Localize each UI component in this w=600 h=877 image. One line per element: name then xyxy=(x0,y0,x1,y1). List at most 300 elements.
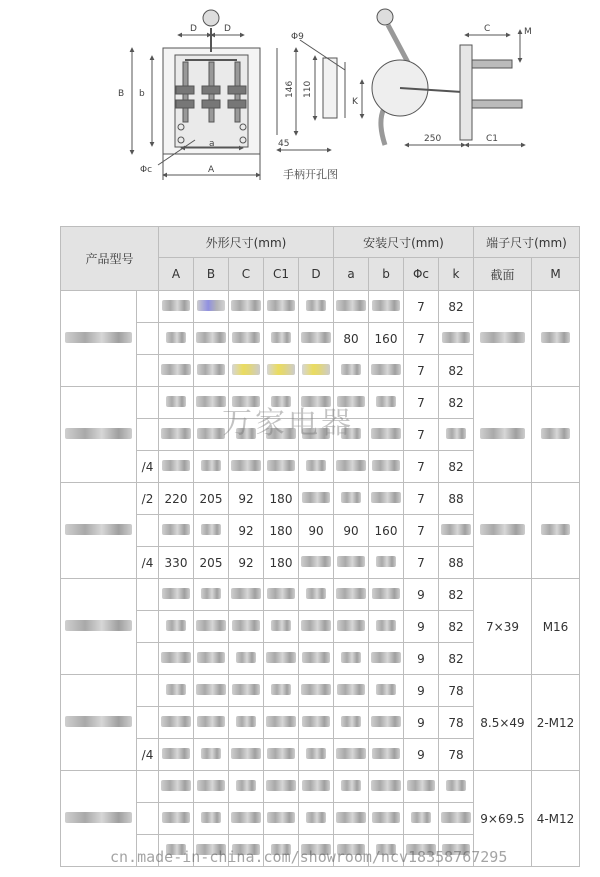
dim-D-right: D xyxy=(224,24,231,34)
value-cell: 9 xyxy=(404,739,439,771)
value-cell xyxy=(334,387,369,419)
model-suffix-cell xyxy=(137,803,159,835)
value-cell xyxy=(264,643,299,675)
redacted-value xyxy=(266,780,297,791)
value-cell xyxy=(439,323,474,355)
front-view xyxy=(132,10,260,180)
dim-M: M xyxy=(524,27,532,37)
redacted-value xyxy=(372,812,399,823)
value-cell xyxy=(369,739,404,771)
redacted-model-name xyxy=(65,332,133,343)
redacted-model-name xyxy=(65,524,133,535)
redacted-value xyxy=(341,428,361,439)
model-suffix-cell xyxy=(137,707,159,739)
redacted-value xyxy=(337,396,364,407)
redacted-value xyxy=(271,620,291,631)
value-cell xyxy=(369,387,404,419)
value-cell: 7 xyxy=(404,419,439,451)
value-cell xyxy=(299,739,334,771)
model-suffix-cell xyxy=(137,835,159,867)
redacted-value xyxy=(302,364,329,375)
spec-table xyxy=(60,226,580,867)
redacted-value xyxy=(480,524,526,535)
value-cell: 88 xyxy=(439,483,474,515)
col-a: a xyxy=(334,258,369,291)
value-cell xyxy=(439,419,474,451)
redacted-value xyxy=(372,588,399,599)
redacted-value xyxy=(302,428,329,439)
redacted-value xyxy=(372,460,399,471)
value-cell: 82 xyxy=(439,387,474,419)
value-cell: 9 xyxy=(404,579,439,611)
value-cell xyxy=(334,355,369,387)
value-cell xyxy=(229,387,264,419)
value-cell xyxy=(334,547,369,579)
redacted-value xyxy=(197,300,224,311)
value-cell xyxy=(299,355,334,387)
value-cell xyxy=(229,643,264,675)
value-cell xyxy=(299,323,334,355)
redacted-value xyxy=(232,364,259,375)
dim-A: A xyxy=(208,165,215,175)
value-cell: 7 xyxy=(404,323,439,355)
redacted-value xyxy=(166,332,186,343)
value-cell xyxy=(299,291,334,323)
value-cell xyxy=(194,515,229,547)
redacted-value xyxy=(201,748,221,759)
model-suffix-cell: /2 xyxy=(137,483,159,515)
redacted-value xyxy=(336,812,367,823)
redacted-value xyxy=(197,364,224,375)
value-cell xyxy=(334,483,369,515)
redacted-value xyxy=(267,812,294,823)
value-cell xyxy=(299,579,334,611)
redacted-value xyxy=(201,460,221,471)
terminal-section-cell xyxy=(474,483,532,579)
redacted-value xyxy=(372,300,399,311)
value-cell xyxy=(159,419,194,451)
value-cell xyxy=(334,739,369,771)
redacted-value xyxy=(271,396,291,407)
redacted-value xyxy=(371,716,402,727)
value-cell xyxy=(229,355,264,387)
value-cell xyxy=(299,547,334,579)
redacted-value xyxy=(411,812,431,823)
value-cell xyxy=(194,771,229,803)
col-B: B xyxy=(194,258,229,291)
value-cell xyxy=(194,419,229,451)
redacted-value xyxy=(196,620,227,631)
redacted-value xyxy=(376,556,396,567)
value-cell xyxy=(299,707,334,739)
value-cell xyxy=(194,579,229,611)
value-cell xyxy=(299,643,334,675)
value-cell xyxy=(404,771,439,803)
redacted-value xyxy=(161,716,192,727)
value-cell xyxy=(194,291,229,323)
redacted-value xyxy=(336,460,367,471)
redacted-value xyxy=(197,652,224,663)
value-cell xyxy=(369,483,404,515)
redacted-value xyxy=(302,492,329,503)
value-cell xyxy=(439,771,474,803)
redacted-value xyxy=(376,844,396,855)
value-cell xyxy=(194,387,229,419)
redacted-value xyxy=(201,588,221,599)
redacted-value xyxy=(406,844,437,855)
value-cell xyxy=(334,419,369,451)
dim-phic: Φc xyxy=(140,165,153,175)
dim-b: b xyxy=(139,89,145,99)
value-cell xyxy=(264,419,299,451)
value-cell xyxy=(194,739,229,771)
model-suffix-cell xyxy=(137,771,159,803)
value-cell xyxy=(264,771,299,803)
dim-K: K xyxy=(352,97,358,107)
redacted-value xyxy=(371,652,402,663)
value-cell xyxy=(299,451,334,483)
value-cell: 7 xyxy=(404,547,439,579)
redacted-value xyxy=(166,396,186,407)
redacted-value xyxy=(372,748,399,759)
value-cell: 7 xyxy=(404,387,439,419)
redacted-value xyxy=(336,588,367,599)
value-cell: 9 xyxy=(404,643,439,675)
redacted-value xyxy=(302,780,329,791)
redacted-value xyxy=(302,716,329,727)
value-cell xyxy=(369,451,404,483)
model-suffix-cell xyxy=(137,643,159,675)
redacted-value xyxy=(301,684,332,695)
value-cell xyxy=(194,355,229,387)
value-cell xyxy=(334,803,369,835)
dim-B: B xyxy=(118,89,125,99)
redacted-value xyxy=(306,748,326,759)
value-cell xyxy=(229,771,264,803)
redacted-value xyxy=(166,620,186,631)
terminal-m-cell: 2-M12 xyxy=(532,675,580,771)
value-cell xyxy=(264,739,299,771)
value-cell xyxy=(229,707,264,739)
redacted-value xyxy=(371,364,402,375)
header-install-dims: 安装尺寸(mm) xyxy=(334,227,474,258)
watermark-text: 万家电器 xyxy=(222,406,354,441)
redacted-value xyxy=(341,780,361,791)
redacted-value xyxy=(162,748,189,759)
value-cell xyxy=(194,707,229,739)
redacted-value xyxy=(236,716,256,727)
redacted-value xyxy=(341,364,361,375)
redacted-value xyxy=(337,556,364,567)
technical-drawing xyxy=(0,0,600,225)
redacted-value xyxy=(201,812,221,823)
value-cell xyxy=(229,611,264,643)
redacted-value xyxy=(336,300,367,311)
redacted-value xyxy=(162,524,189,535)
value-cell xyxy=(159,675,194,707)
value-cell xyxy=(264,835,299,867)
redacted-value xyxy=(371,780,402,791)
redacted-value xyxy=(201,524,221,535)
value-cell xyxy=(229,835,264,867)
value-cell xyxy=(369,675,404,707)
value-cell xyxy=(299,387,334,419)
value-cell xyxy=(194,611,229,643)
value-cell xyxy=(299,419,334,451)
col-M: M xyxy=(532,258,580,291)
dim-250: 250 xyxy=(424,134,442,144)
redacted-value xyxy=(306,300,326,311)
value-cell xyxy=(229,323,264,355)
redacted-model-name xyxy=(65,428,133,439)
value-cell xyxy=(159,739,194,771)
terminal-m-cell xyxy=(532,483,580,579)
value-cell xyxy=(264,579,299,611)
redacted-value xyxy=(301,332,332,343)
dim-phi9: Φ9 xyxy=(291,32,304,42)
redacted-value xyxy=(231,300,262,311)
value-cell: 180 xyxy=(264,515,299,547)
redacted-value xyxy=(306,588,326,599)
redacted-value xyxy=(371,492,402,503)
redacted-model-name xyxy=(65,716,133,727)
dim-D-left: D xyxy=(190,24,197,34)
value-cell: 78 xyxy=(439,675,474,707)
redacted-value xyxy=(376,684,396,695)
redacted-value xyxy=(302,652,329,663)
value-cell: 205 xyxy=(194,483,229,515)
redacted-value xyxy=(231,460,262,471)
value-cell: 7 xyxy=(404,515,439,547)
model-suffix-cell xyxy=(137,611,159,643)
col-phic: Φc xyxy=(404,258,439,291)
value-cell xyxy=(264,707,299,739)
value-cell xyxy=(334,707,369,739)
redacted-value xyxy=(301,620,332,631)
redacted-value xyxy=(231,588,262,599)
value-cell: 7 xyxy=(404,483,439,515)
redacted-value xyxy=(271,844,291,855)
redacted-value xyxy=(442,332,469,343)
value-cell xyxy=(334,291,369,323)
terminal-section-cell: 8.5×49 xyxy=(474,675,532,771)
value-cell xyxy=(299,771,334,803)
value-cell xyxy=(369,771,404,803)
redacted-value xyxy=(541,524,569,535)
value-cell xyxy=(159,323,194,355)
redacted-value xyxy=(197,780,224,791)
value-cell xyxy=(229,739,264,771)
value-cell xyxy=(229,675,264,707)
table-row xyxy=(61,483,580,515)
redacted-value xyxy=(232,620,259,631)
value-cell: 92 xyxy=(229,547,264,579)
terminal-section-cell xyxy=(474,387,532,483)
redacted-value xyxy=(446,780,466,791)
model-name-cell xyxy=(61,291,137,387)
redacted-value xyxy=(341,716,361,727)
value-cell: 78 xyxy=(439,707,474,739)
terminal-section-cell xyxy=(474,291,532,387)
value-cell xyxy=(194,323,229,355)
redacted-value xyxy=(196,332,227,343)
value-cell: 92 xyxy=(229,483,264,515)
value-cell xyxy=(369,643,404,675)
dim-110: 110 xyxy=(303,80,313,98)
value-cell xyxy=(369,547,404,579)
value-cell: 82 xyxy=(439,611,474,643)
model-suffix-cell xyxy=(137,387,159,419)
drawing-caption: 手柄开孔图 xyxy=(283,168,338,181)
value-cell: 90 xyxy=(334,515,369,547)
redacted-value xyxy=(271,332,291,343)
redacted-value xyxy=(306,812,326,823)
value-cell xyxy=(159,515,194,547)
model-suffix-cell xyxy=(137,355,159,387)
value-cell: 9 xyxy=(404,675,439,707)
value-cell xyxy=(299,803,334,835)
model-suffix-cell xyxy=(137,291,159,323)
redacted-value xyxy=(162,588,189,599)
model-name-cell xyxy=(61,483,137,579)
terminal-m-cell xyxy=(532,291,580,387)
value-cell xyxy=(404,803,439,835)
header-model: 产品型号 xyxy=(61,227,159,291)
dim-a: a xyxy=(209,139,215,149)
value-cell: 160 xyxy=(369,515,404,547)
value-cell: 9 xyxy=(404,611,439,643)
value-cell xyxy=(264,675,299,707)
value-cell: 180 xyxy=(264,483,299,515)
table-row xyxy=(61,771,580,803)
value-cell xyxy=(194,835,229,867)
redacted-value xyxy=(161,428,192,439)
value-cell xyxy=(334,835,369,867)
value-cell xyxy=(369,355,404,387)
model-suffix-cell xyxy=(137,515,159,547)
value-cell xyxy=(334,579,369,611)
redacted-value xyxy=(232,684,259,695)
value-cell: 9 xyxy=(404,707,439,739)
redacted-value xyxy=(236,428,256,439)
value-cell xyxy=(159,707,194,739)
redacted-value xyxy=(407,780,434,791)
redacted-value xyxy=(196,684,227,695)
value-cell: 90 xyxy=(299,515,334,547)
redacted-value xyxy=(341,652,361,663)
value-cell xyxy=(229,803,264,835)
value-cell xyxy=(159,611,194,643)
value-cell xyxy=(159,803,194,835)
redacted-value xyxy=(541,428,569,439)
redacted-value xyxy=(266,716,297,727)
value-cell xyxy=(159,291,194,323)
redacted-value xyxy=(341,492,361,503)
redacted-value xyxy=(197,428,224,439)
url-watermark: cn.made-in-china.com/showroom/ncv18358767295 xyxy=(110,848,508,866)
value-cell xyxy=(404,835,439,867)
value-cell: 88 xyxy=(439,547,474,579)
value-cell xyxy=(194,803,229,835)
redacted-value xyxy=(161,780,192,791)
redacted-value xyxy=(267,300,294,311)
value-cell xyxy=(334,675,369,707)
value-cell xyxy=(439,835,474,867)
model-suffix-cell xyxy=(137,579,159,611)
value-cell xyxy=(159,643,194,675)
model-suffix-cell: /4 xyxy=(137,739,159,771)
value-cell: 80 xyxy=(334,323,369,355)
redacted-value xyxy=(162,300,189,311)
redacted-value xyxy=(267,364,294,375)
table-row xyxy=(61,291,580,323)
redacted-value xyxy=(271,684,291,695)
redacted-value xyxy=(161,364,192,375)
redacted-value xyxy=(166,684,186,695)
model-suffix-cell: /4 xyxy=(137,451,159,483)
value-cell xyxy=(369,291,404,323)
value-cell: 78 xyxy=(439,739,474,771)
redacted-value xyxy=(301,844,332,855)
redacted-value xyxy=(446,428,466,439)
redacted-value xyxy=(197,716,224,727)
value-cell xyxy=(194,675,229,707)
redacted-value xyxy=(266,652,297,663)
dim-C1: C1 xyxy=(486,134,499,144)
redacted-model-name xyxy=(65,812,133,823)
terminal-section-cell: 9×69.5 xyxy=(474,771,532,867)
table-row xyxy=(61,579,580,611)
value-cell xyxy=(369,419,404,451)
terminal-m-cell: 4-M12 xyxy=(532,771,580,867)
col-k: k xyxy=(439,258,474,291)
value-cell xyxy=(334,611,369,643)
redacted-value xyxy=(196,844,227,855)
redacted-value xyxy=(267,588,294,599)
redacted-value xyxy=(306,460,326,471)
value-cell xyxy=(439,803,474,835)
col-C1: C1 xyxy=(264,258,299,291)
terminal-m-cell xyxy=(532,387,580,483)
redacted-value xyxy=(441,812,472,823)
value-cell xyxy=(264,355,299,387)
model-suffix-cell xyxy=(137,675,159,707)
model-name-cell xyxy=(61,387,137,483)
terminal-m-cell: M16 xyxy=(532,579,580,675)
dim-45: 45 xyxy=(278,139,290,149)
model-name-cell xyxy=(61,771,137,867)
redacted-value xyxy=(267,460,294,471)
value-cell: 7 xyxy=(404,291,439,323)
value-cell xyxy=(369,835,404,867)
redacted-value xyxy=(376,620,396,631)
value-cell: 82 xyxy=(439,291,474,323)
redacted-value xyxy=(301,396,332,407)
value-cell: 7 xyxy=(404,451,439,483)
value-cell xyxy=(369,611,404,643)
value-cell xyxy=(334,771,369,803)
value-cell: 220 xyxy=(159,483,194,515)
value-cell xyxy=(159,771,194,803)
redacted-value xyxy=(236,780,256,791)
value-cell xyxy=(229,291,264,323)
value-cell xyxy=(229,419,264,451)
redacted-value xyxy=(541,332,569,343)
model-name-cell xyxy=(61,675,137,771)
value-cell xyxy=(159,835,194,867)
redacted-value xyxy=(162,812,189,823)
value-cell xyxy=(369,803,404,835)
